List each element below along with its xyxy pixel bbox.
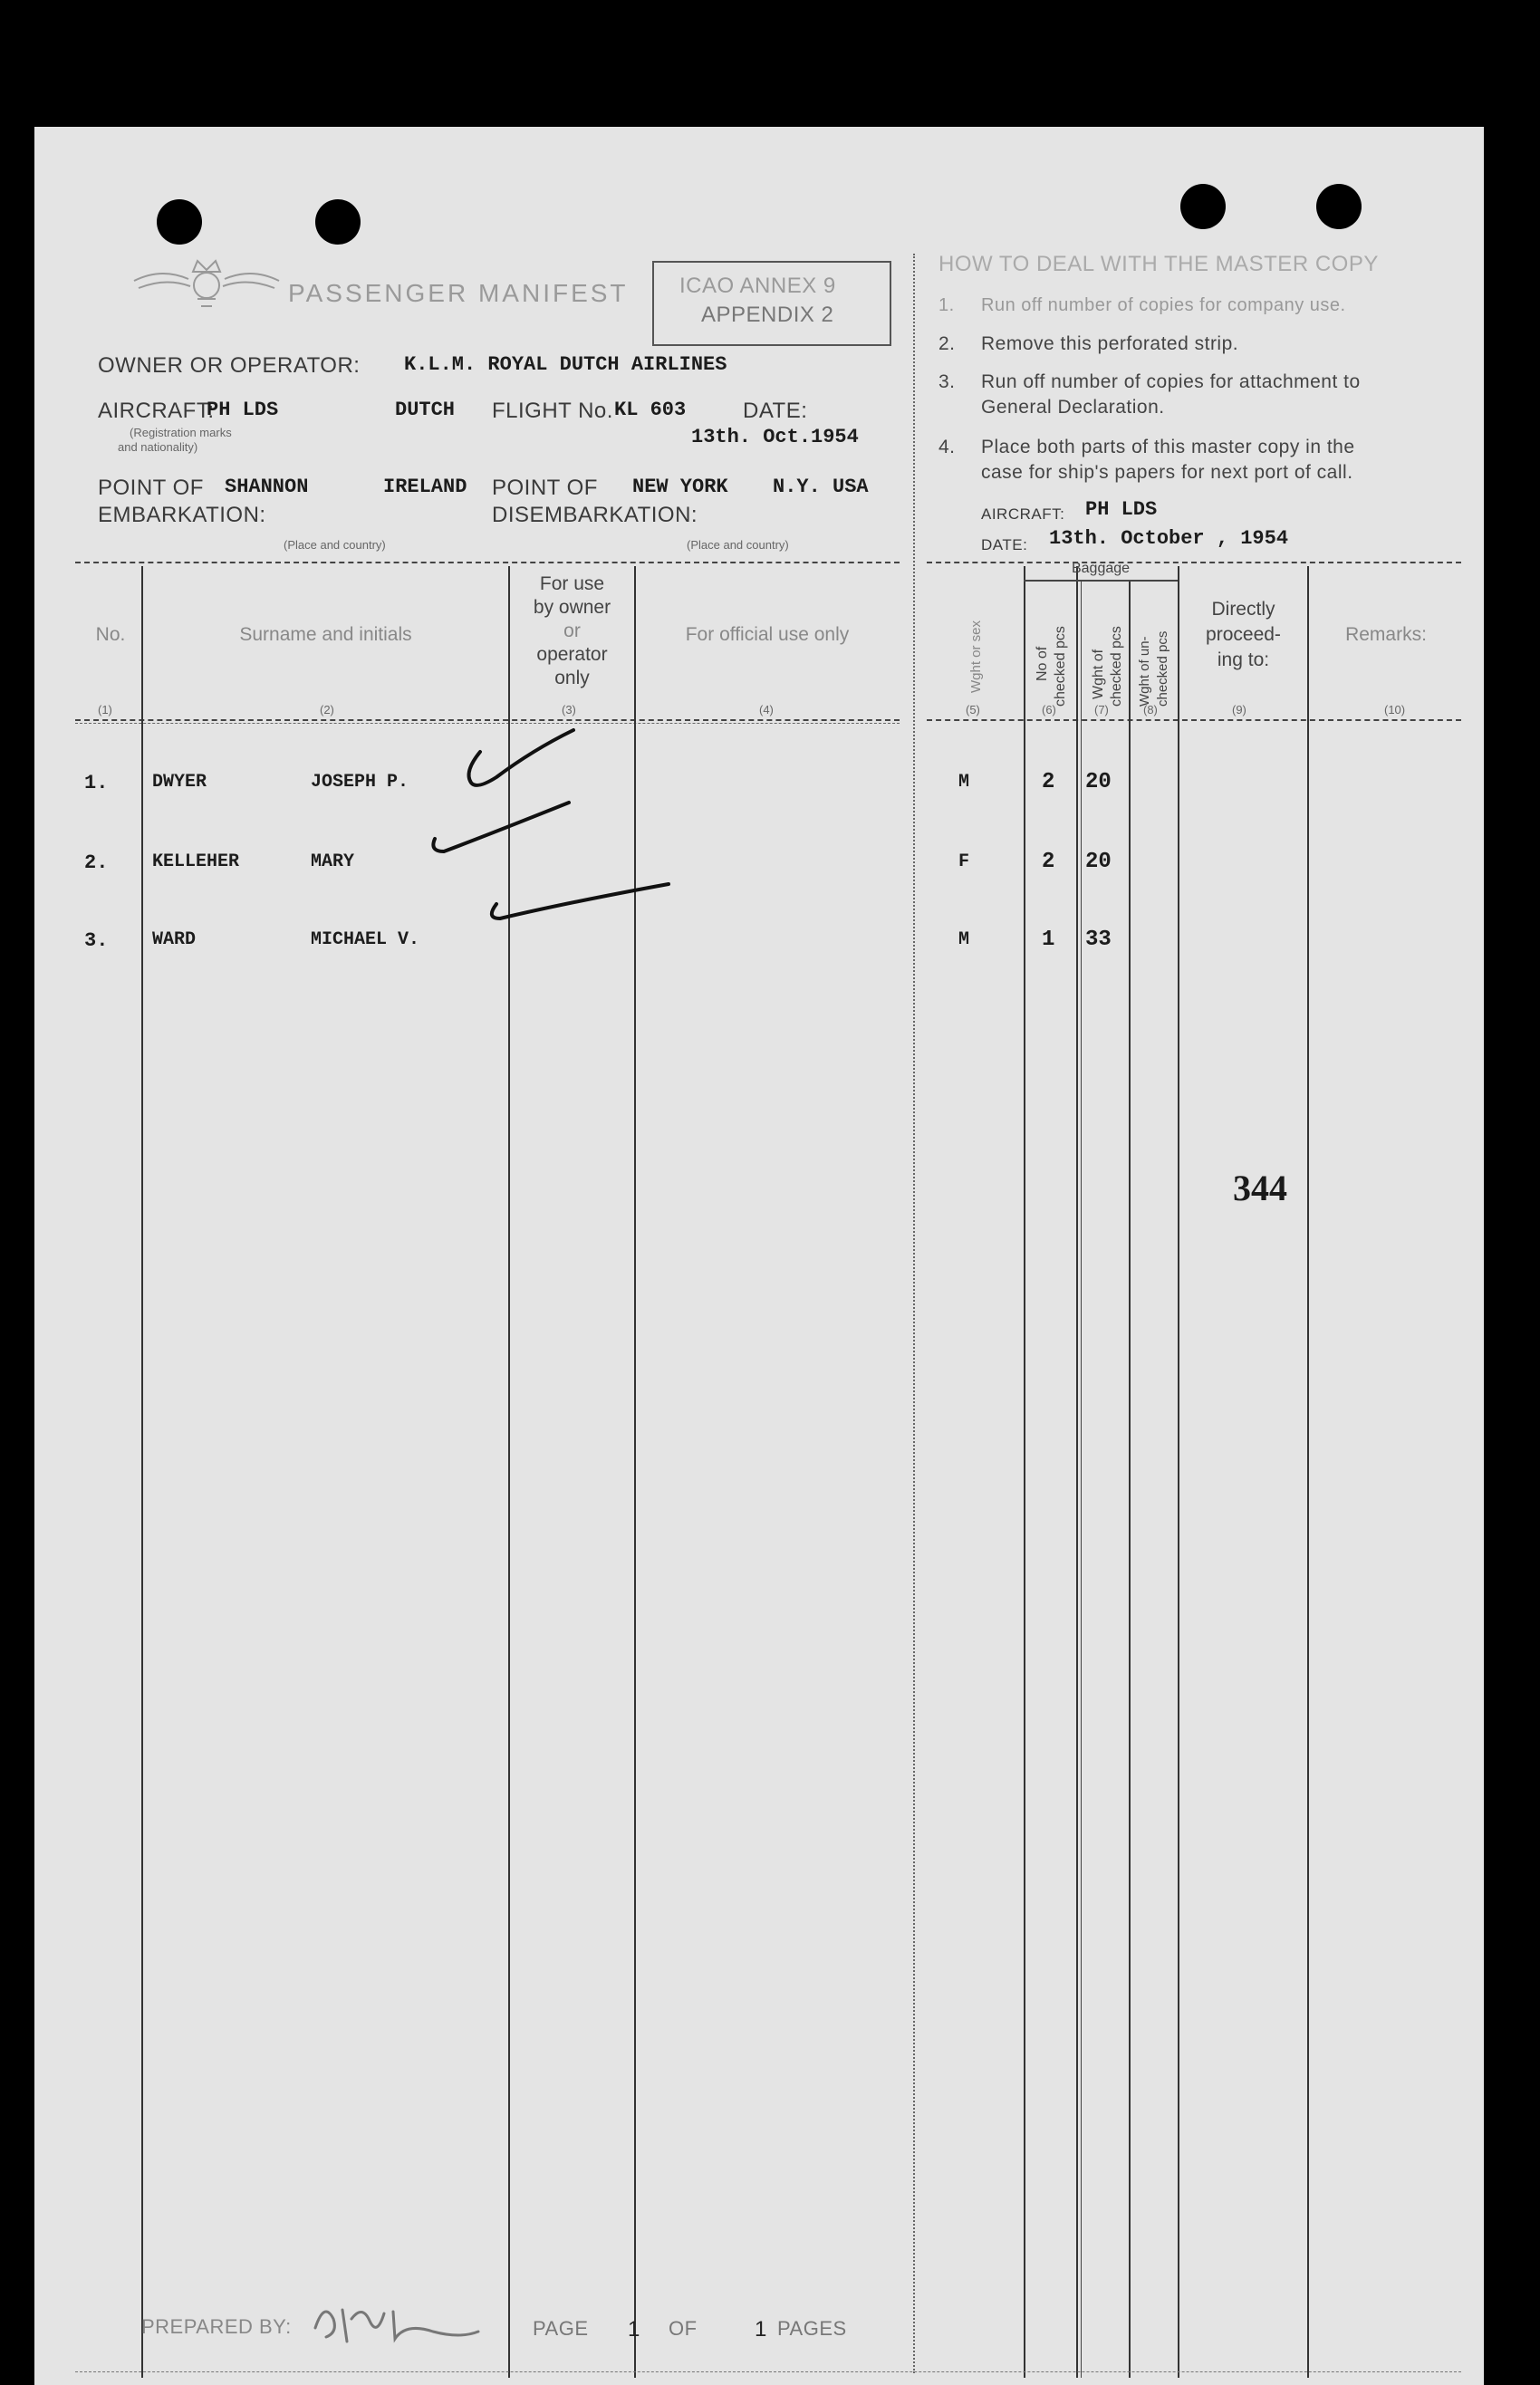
col-number: (3)	[562, 703, 576, 716]
table-top-rule	[927, 562, 1461, 563]
embark-country: IRELAND	[383, 476, 467, 498]
col-checked-wt-header: checked pcs	[1109, 626, 1124, 707]
column-rule	[1307, 566, 1309, 2378]
check-mark-icon	[460, 725, 587, 797]
passenger-pcs: 2	[1042, 770, 1055, 794]
embark-place: SHANNON	[225, 476, 309, 498]
footer-pages-label: PAGES	[777, 2317, 847, 2340]
col-directly-header: ing to:	[1217, 649, 1270, 670]
table-top-rule	[75, 562, 900, 563]
embark-label: EMBARKATION:	[98, 503, 266, 527]
stamped-page-number: 344	[1233, 1168, 1287, 1208]
master-aircraft-value: PH LDS	[1085, 498, 1158, 521]
col-number: (10)	[1384, 703, 1406, 716]
instruction-text: case for ship's papers for next port of call.	[981, 462, 1353, 483]
instruction-text: Run off number of copies for attachment to	[981, 371, 1361, 392]
icao-annex: ICAO ANNEX 9	[679, 274, 836, 298]
col-number: (7)	[1094, 703, 1109, 716]
passenger-pcs: 2	[1042, 850, 1055, 874]
col-baggage-header: Baggage	[1071, 561, 1131, 576]
instructions-title: HOW TO DEAL WITH THE MASTER COPY	[938, 252, 1379, 276]
passenger-surname: KELLEHER	[152, 851, 240, 872]
disembark-country: N.Y. USA	[773, 476, 869, 498]
col-number: (6)	[1042, 703, 1056, 716]
col-unchecked-wt-header: checked pcs	[1155, 630, 1170, 707]
punch-hole	[157, 199, 202, 245]
col-owner-use-header: only	[554, 668, 590, 688]
col-weight-sex-header: Wght or sex	[968, 620, 984, 693]
col-number: (8)	[1143, 703, 1158, 716]
col-number: (5)	[966, 703, 980, 716]
aircraft-value: PH LDS	[207, 399, 279, 421]
column-rule	[634, 566, 636, 2378]
instruction-text: Run off number of copies for company use.	[981, 295, 1346, 315]
owner-label: OWNER OR OPERATOR:	[98, 353, 361, 378]
col-unchecked-wt-header: Wght of un-	[1137, 636, 1152, 707]
footer-page-number: 1	[628, 2317, 640, 2342]
passenger-weight: 20	[1085, 850, 1112, 874]
column-rule	[1024, 566, 1025, 2378]
check-mark-icon	[397, 797, 578, 879]
passenger-initials: MICHAEL V.	[311, 929, 420, 950]
col-owner-use-header: operator	[536, 644, 608, 665]
col-directly-header: proceed-	[1206, 624, 1281, 645]
instruction-text: Place both parts of this master copy in the	[981, 437, 1355, 457]
date-label: DATE:	[743, 399, 808, 423]
passenger-sex: M	[958, 772, 970, 793]
klm-crown-logo	[125, 245, 288, 317]
master-date-label: DATE:	[981, 536, 1028, 553]
col-checked-pcs-header: checked pcs	[1053, 626, 1068, 707]
instruction-text: General Declaration.	[981, 397, 1165, 418]
place-country-note: (Place and country)	[687, 538, 789, 552]
punch-hole	[315, 199, 361, 245]
col-owner-use-header: or	[563, 620, 581, 641]
embark-label: POINT OF	[98, 476, 204, 500]
icao-appendix: APPENDIX 2	[701, 303, 834, 327]
column-rule	[1178, 566, 1179, 2378]
footer-total-pages: 1	[755, 2317, 767, 2342]
col-checked-pcs-header: No of	[1035, 646, 1050, 681]
col-no-header: No.	[95, 624, 126, 645]
disembark-label: POINT OF	[492, 476, 598, 500]
col-owner-use-header: by owner	[533, 597, 611, 618]
form-title: PASSENGER MANIFEST	[288, 279, 629, 307]
check-mark-icon	[460, 880, 678, 953]
instruction-text: Remove this perforated strip.	[981, 333, 1239, 354]
baggage-rule	[1024, 580, 1178, 582]
column-rule	[1081, 580, 1082, 2378]
aircraft-sublabel: and nationality)	[118, 440, 198, 454]
nationality-value: DUTCH	[395, 399, 456, 421]
punch-hole	[1180, 184, 1226, 229]
col-directly-header: Directly	[1211, 599, 1275, 620]
signature	[306, 2292, 487, 2355]
punch-hole	[1316, 184, 1362, 229]
footer-of-label: OF	[669, 2317, 698, 2340]
table-header-rule	[75, 723, 900, 724]
col-remarks-header: Remarks:	[1345, 624, 1427, 645]
passenger-no: 2.	[84, 851, 109, 874]
aircraft-label: AIRCRAFT:	[98, 399, 215, 423]
disembark-place: NEW YORK	[632, 476, 728, 498]
place-country-note: (Place and country)	[284, 538, 386, 552]
footer-page-label: PAGE	[533, 2317, 589, 2340]
passenger-weight: 33	[1085, 928, 1112, 952]
passenger-pcs: 1	[1042, 928, 1055, 952]
instruction-num: 3.	[938, 371, 956, 392]
passenger-weight: 20	[1085, 770, 1112, 794]
col-number: (4)	[759, 703, 774, 716]
column-rule	[141, 566, 143, 2378]
col-official-header: For official use only	[685, 624, 850, 645]
passenger-sex: M	[958, 929, 970, 950]
passenger-no: 1.	[84, 772, 109, 794]
date-value: 13th. Oct.1954	[691, 426, 859, 448]
column-rule	[1129, 580, 1131, 2378]
master-aircraft-label: AIRCRAFT:	[981, 505, 1065, 523]
passenger-no: 3.	[84, 929, 109, 952]
instruction-num: 4.	[938, 437, 956, 457]
passenger-sex: F	[958, 851, 970, 872]
col-number: (9)	[1232, 703, 1246, 716]
owner-value: K.L.M. ROYAL DUTCH AIRLINES	[404, 353, 727, 376]
col-number: (2)	[320, 703, 334, 716]
instruction-num: 2.	[938, 333, 956, 354]
col-checked-wt-header: Wght of	[1091, 649, 1106, 699]
col-number: (1)	[98, 703, 112, 716]
flight-label: FLIGHT No.	[492, 399, 613, 423]
passenger-surname: DWYER	[152, 772, 207, 793]
column-rule	[1076, 566, 1078, 2378]
col-owner-use-header: For use	[539, 573, 605, 594]
col-surname-header: Surname and initials	[239, 624, 412, 645]
passenger-surname: WARD	[152, 929, 197, 950]
perforation-line	[913, 254, 915, 2373]
disembark-label: DISEMBARKATION:	[492, 503, 698, 527]
flight-value: KL 603	[614, 399, 687, 421]
instruction-num: 1.	[938, 295, 955, 315]
passenger-initials: MARY	[311, 851, 355, 872]
manifest-sheet	[34, 127, 1484, 2385]
aircraft-sublabel: (Registration marks	[130, 426, 232, 439]
table-header-rule	[927, 719, 1461, 721]
prepared-by-label: PREPARED BY:	[141, 2315, 292, 2338]
passenger-initials: JOSEPH P.	[311, 772, 409, 793]
footer-rule	[75, 2371, 1461, 2372]
table-header-rule	[75, 719, 900, 721]
master-date-value: 13th. October , 1954	[1049, 527, 1289, 550]
